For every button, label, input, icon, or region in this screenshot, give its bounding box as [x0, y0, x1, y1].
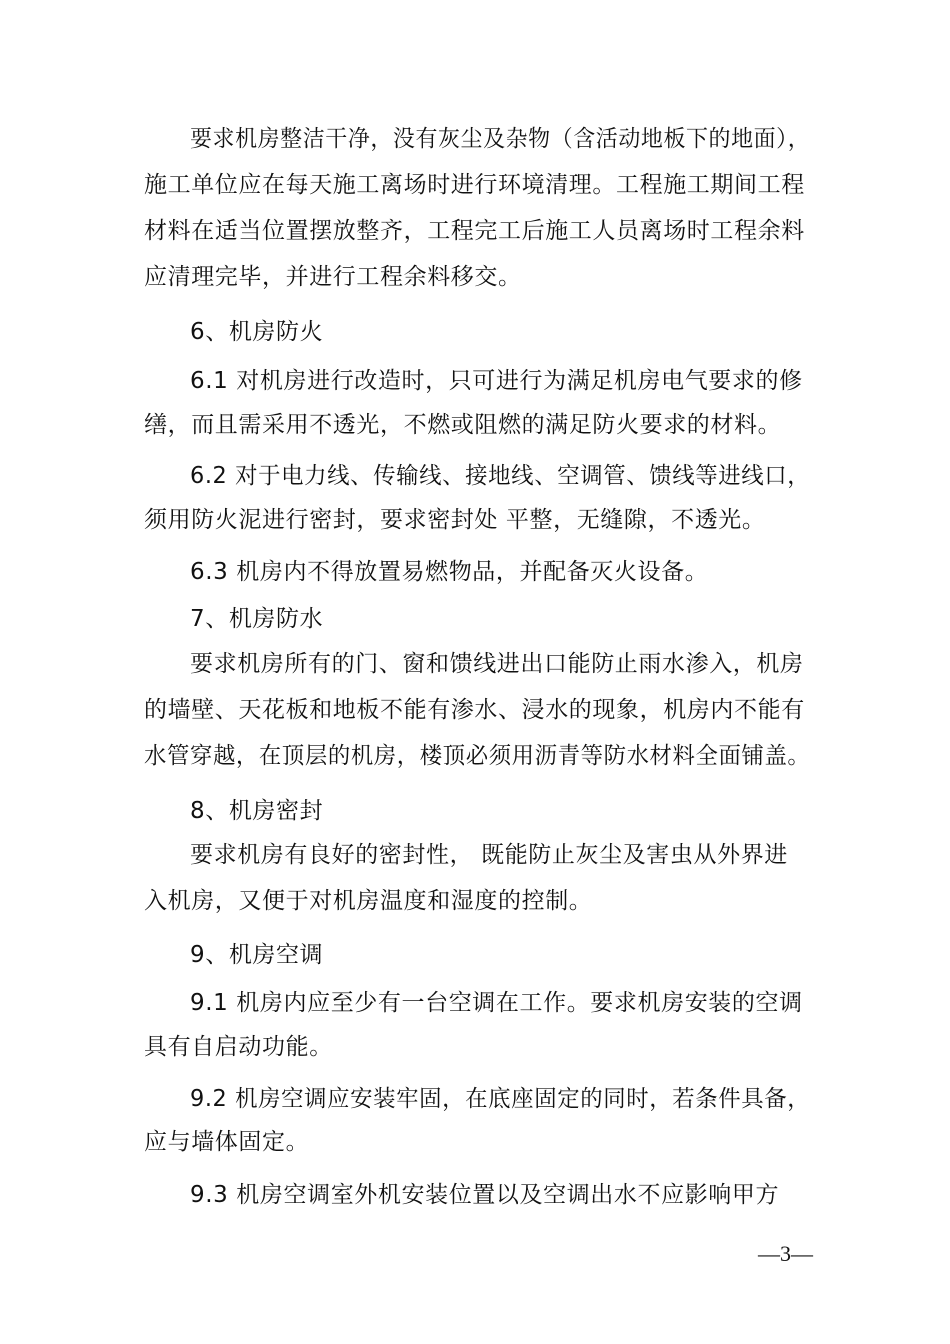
paragraph-7-line-3: 水管穿越，在顶层的机房，楼顶必须用沥青等防水材料全面铺盖。: [144, 743, 811, 769]
paragraph-1-line-4: 应清理完毕，并进行工程余料移交。: [144, 264, 522, 290]
paragraph-9-3-line-1: 9.3 机房空调室外机安装位置以及空调出水不应影响甲方: [190, 1182, 780, 1208]
heading-section-8: 8、机房密封: [190, 798, 324, 824]
paragraph-1-line-2: 施工单位应在每天施工离场时进行环境清理。工程施工期间工程: [144, 172, 805, 198]
paragraph-7-line-1: 要求机房所有的门、窗和馈线进出口能防止雨水渗入，机房: [190, 651, 804, 677]
paragraph-1-line-3: 材料在适当位置摆放整齐，工程完工后施工人员离场时工程余料: [144, 218, 805, 244]
page-number: —3—: [758, 1241, 813, 1266]
paragraph-6-2-line-2: 须用防火泥进行密封，要求密封处 平整，无缝隙，不透光。: [144, 507, 766, 533]
heading-section-9: 9、机房空调: [190, 942, 324, 968]
paragraph-9-1-line-2: 具有自启动功能。: [144, 1034, 333, 1060]
paragraph-8-line-1: 要求机房有良好的密封性， 既能防止灰尘及害虫从外界进: [190, 842, 788, 868]
paragraph-6-1-line-2: 缮，而且需采用不透光，不燃或阻燃的满足防火要求的材料。: [144, 412, 782, 438]
paragraph-6-3: 6.3 机房内不得放置易燃物品，并配备灭火设备。: [190, 559, 709, 585]
paragraph-6-2-line-1: 6.2 对于电力线、传输线、接地线、空调管、馈线等进线口，: [190, 463, 811, 489]
paragraph-9-1-line-1: 9.1 机房内应至少有一台空调在工作。要求机房安装的空调: [190, 990, 803, 1016]
paragraph-9-2-line-2: 应与墙体固定。: [144, 1129, 310, 1155]
paragraph-8-line-2: 入机房，又便于对机房温度和湿度的控制。: [144, 888, 593, 914]
paragraph-7-line-2: 的墙壁、天花板和地板不能有渗水、浸水的现象，机房内不能有: [144, 697, 805, 723]
paragraph-1-line-1: 要求机房整洁干净，没有灰尘及杂物（含活动地板下的地面），: [190, 126, 811, 152]
heading-section-6: 6、机房防火: [190, 319, 324, 345]
paragraph-6-1-line-1: 6.1 对机房进行改造时，只可进行为满足机房电气要求的修: [190, 368, 803, 394]
heading-section-7: 7、机房防水: [190, 606, 324, 632]
paragraph-9-2-line-1: 9.2 机房空调应安装牢固，在底座固定的同时，若条件具备，: [190, 1086, 811, 1112]
